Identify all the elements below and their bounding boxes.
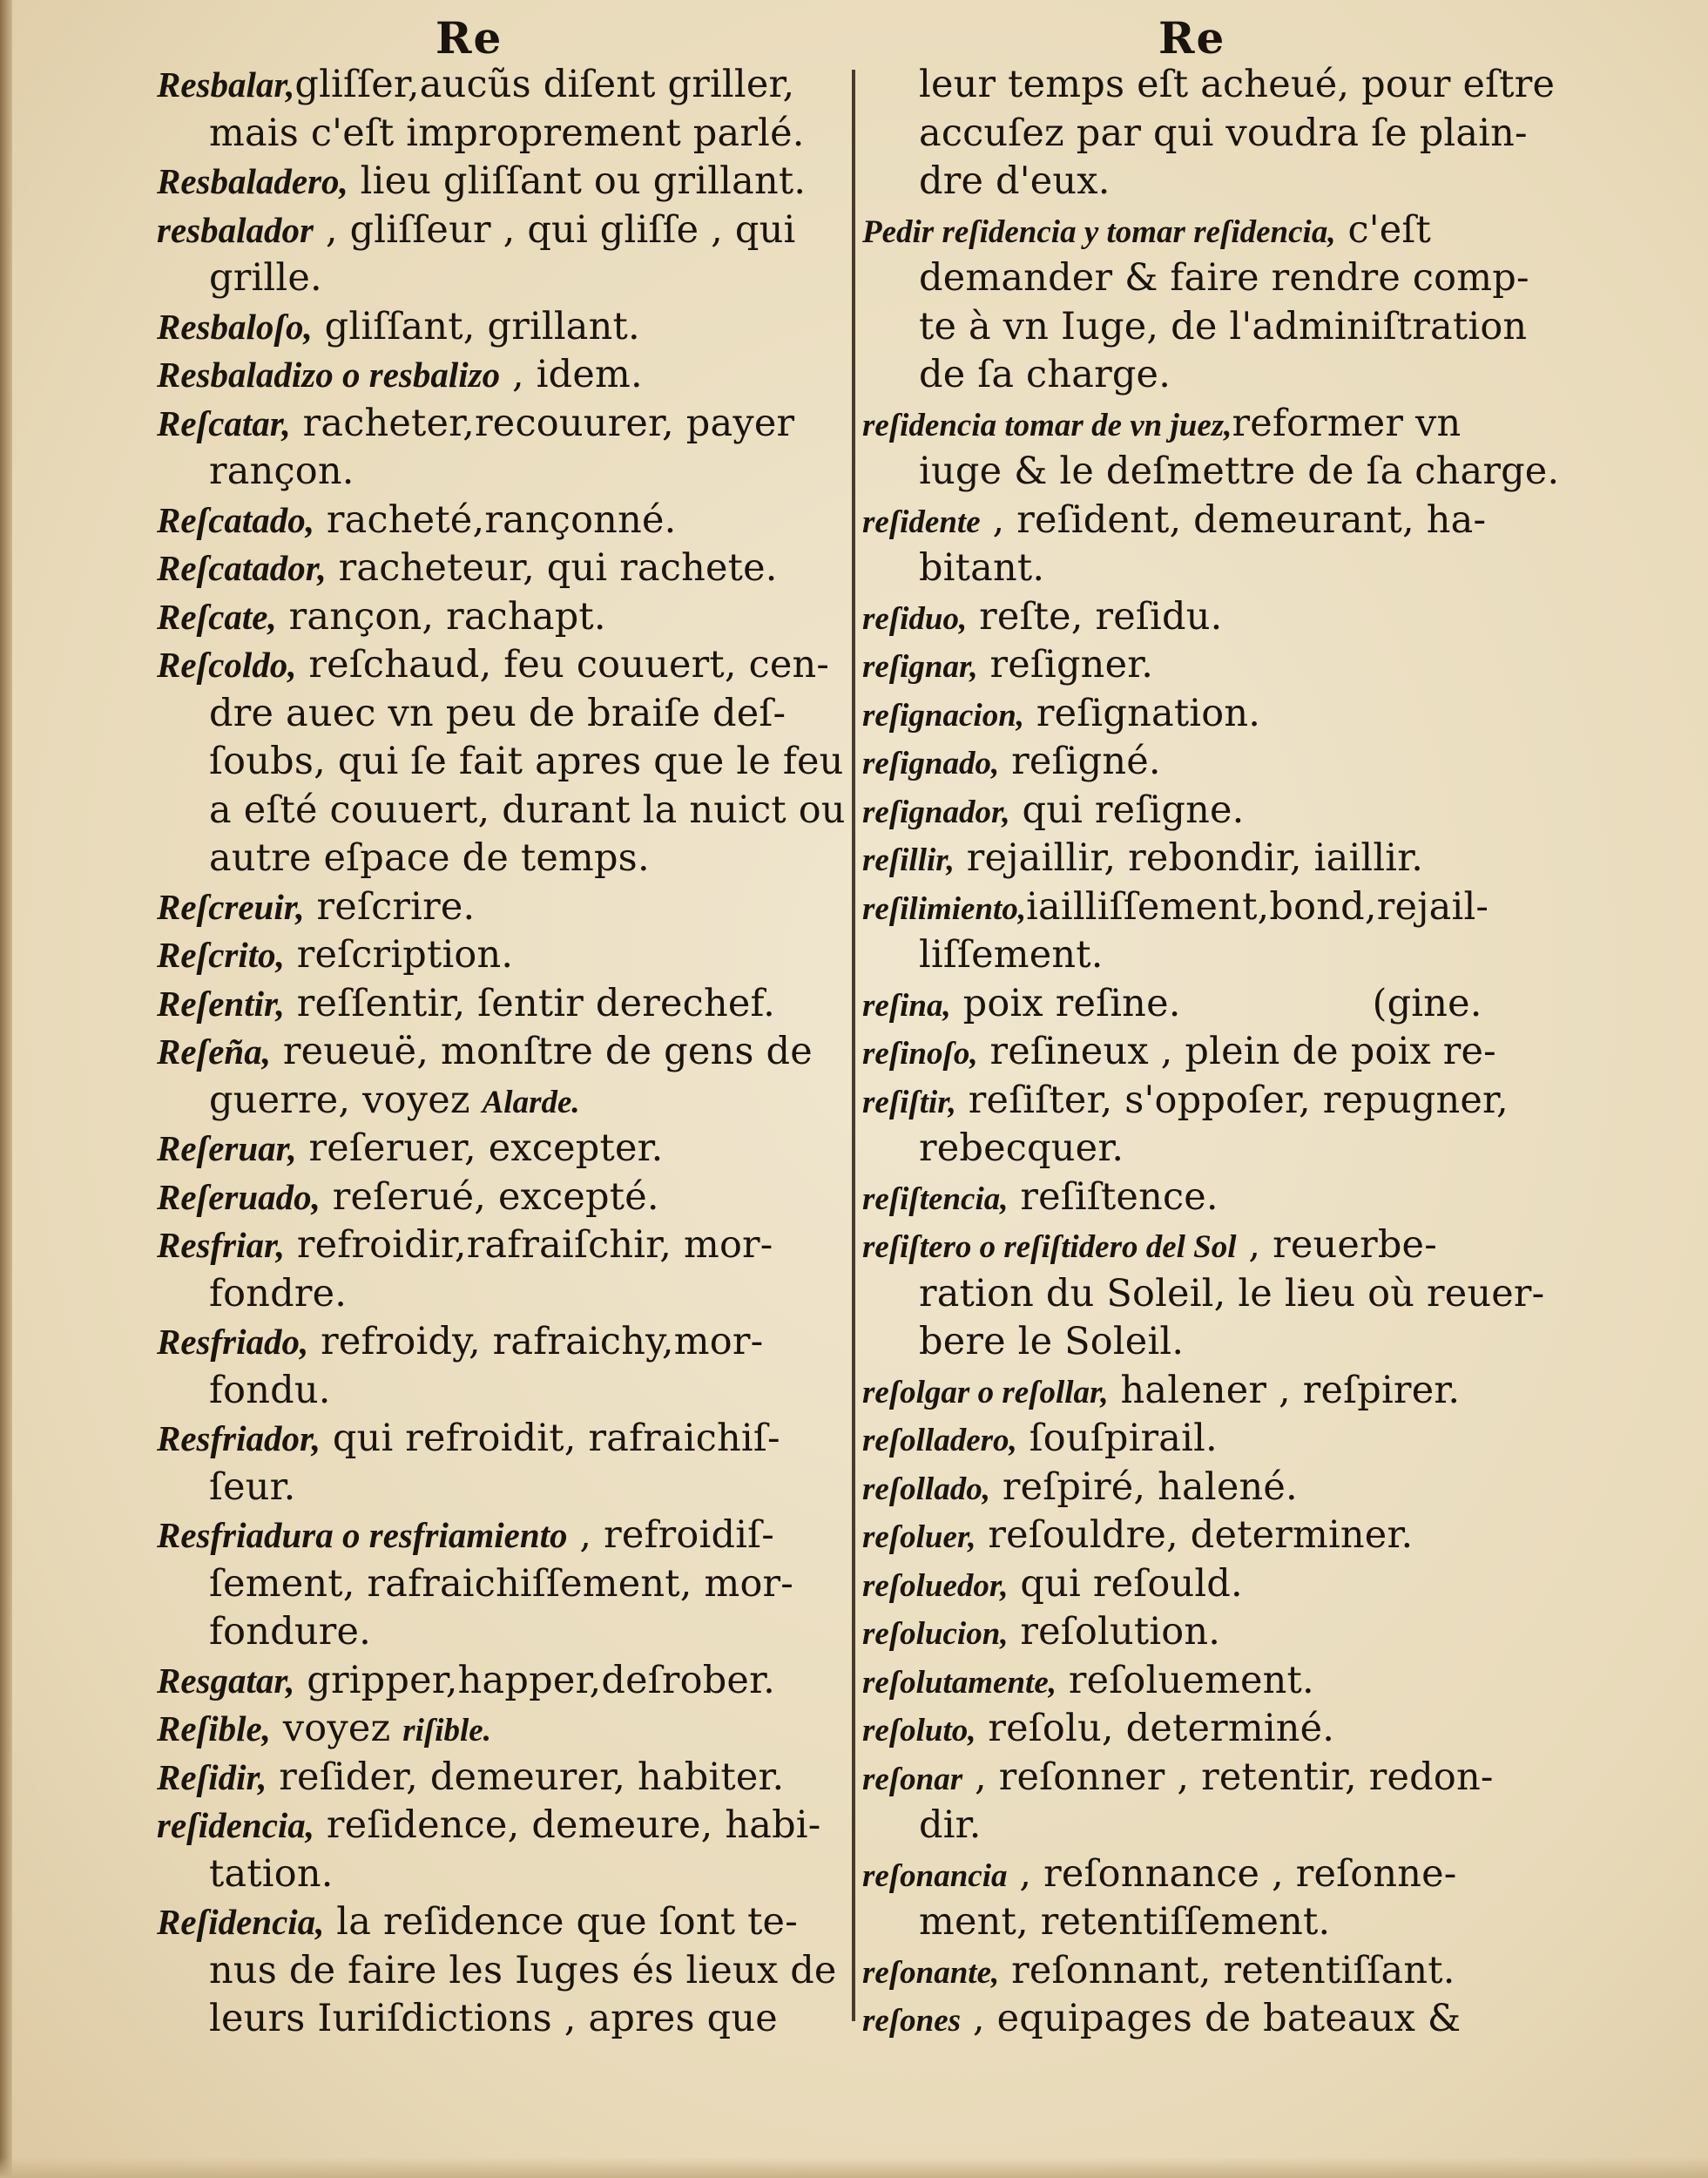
definition-text: ſoubs, qui ſe fait apres que le feu: [209, 740, 844, 783]
dictionary-entry-line: [157, 400, 941, 449]
headword: reſolucion,: [862, 1616, 1009, 1652]
continuation-line: [157, 690, 941, 739]
dictionary-entry-line: [157, 980, 941, 1029]
definition-text: nus de faire les Iuges és lieux de: [209, 1948, 837, 1992]
dictionary-entry-line: [157, 593, 941, 642]
headword: Pedir reſidencia y tomar reſidencia,: [862, 213, 1336, 250]
dictionary-entry-line: [862, 1464, 1559, 1512]
headword: reſonar: [862, 1761, 963, 1797]
definition-text: bere le Soleil.: [919, 1320, 1185, 1363]
definition-text: fondre.: [209, 1271, 348, 1316]
headword: Resfriadura o resfriamiento: [157, 1515, 568, 1555]
headword: Resgatar,: [157, 1660, 295, 1701]
dictionary-entry-line: [157, 1802, 941, 1850]
definition-text: ment, retentiſſement.: [919, 1900, 1331, 1944]
headword: Reſcrito,: [157, 935, 285, 975]
continuation-line: [862, 303, 1559, 352]
definition-text: reſiſtence.: [1008, 1174, 1219, 1219]
definition-text: ration du Soleil, le lieu où reuer-: [919, 1271, 1545, 1316]
turnover-fragment: (gine.: [1372, 981, 1482, 1025]
definition-text: reſiſter, s'oppoſer, repugner,: [955, 1078, 1509, 1122]
definition-text: reſignation.: [1024, 691, 1261, 735]
dictionary-entry-line: [862, 1512, 1559, 1560]
dictionary-entry-line: [862, 1608, 1559, 1657]
headword: reſonante,: [862, 1954, 1000, 1991]
definition-text: reſolution.: [1008, 1610, 1221, 1654]
dictionary-entry-line: [862, 1560, 1559, 1609]
dictionary-entry-line: [157, 206, 941, 255]
definition-text: reſouldre, determiner.: [976, 1513, 1414, 1557]
dictionary-entry-line: [157, 1221, 941, 1270]
dictionary-entry-line: [862, 1705, 1559, 1754]
dictionary-entry-line: [862, 1657, 1559, 1706]
continuation-line: [862, 61, 1559, 110]
headword: reſignar,: [862, 649, 978, 685]
dictionary-entry-line: [157, 1174, 941, 1222]
definition-text: , reſident, demeurant, ha-: [980, 497, 1487, 542]
definition-text: leurs Iuriſdictions , apres que: [209, 1997, 778, 2040]
definition-text: rebecquer.: [919, 1126, 1124, 1170]
dictionary-entry-line: [157, 883, 941, 932]
dictionary-entry-line: [862, 787, 1559, 835]
continuation-line: [862, 1270, 1559, 1319]
dictionary-entry-line: [862, 1367, 1559, 1416]
definition-text: racheteur, qui rachete.: [326, 546, 778, 590]
headword: Reſcoldo,: [157, 645, 297, 685]
definition-text: rançon.: [209, 450, 354, 493]
definition-text: reſcription.: [284, 933, 514, 977]
dictionary-entry-line: [862, 690, 1559, 739]
dictionary-entry-line: [862, 641, 1559, 690]
headword: resbalador: [157, 209, 314, 250]
continuation-line: [862, 544, 1559, 593]
definition-text: grille.: [209, 256, 322, 300]
definition-text: reſigner.: [977, 643, 1154, 687]
continuation-line: [862, 158, 1559, 206]
definition-text: iuge & le deſmettre de ſa charge.: [919, 450, 1559, 493]
definition-text: , idem.: [500, 353, 643, 396]
headword: reſignador,: [862, 794, 1010, 830]
definition-text: iailliſſement,bond,rejail-: [1026, 884, 1489, 929]
definition-text: ſeur.: [209, 1464, 296, 1509]
dictionary-entry-line: [862, 1028, 1559, 1077]
definition-text: dre d'eux.: [919, 159, 1111, 203]
dictionary-entry-line: [862, 980, 1559, 1029]
headword: reſiſtencia,: [862, 1180, 1009, 1217]
definition-text: ſement, rafraichiſſement, mor-: [209, 1561, 794, 1606]
continuation-line: [157, 254, 941, 303]
definition-text: halener , reſpirer.: [1108, 1368, 1461, 1412]
dictionary-entry-line: [862, 1850, 1559, 1899]
dictionary-entry-line: [157, 1415, 941, 1464]
headword: reſignado,: [862, 746, 1000, 781]
definition-text: rançon, rachapt.: [276, 594, 606, 639]
dictionary-entry-line: [157, 1028, 941, 1077]
headword: Reſeña,: [157, 1032, 271, 1072]
continuation-line: [157, 1367, 941, 1416]
headword: reſonancia: [862, 1857, 1008, 1894]
definition-text: refroidy, rafraichy,mor-: [308, 1320, 764, 1363]
headword: reſignacion,: [862, 697, 1025, 734]
definition-text: mais c'eſt improprement parlé.: [209, 111, 805, 155]
definition-text: reſpiré, halené.: [989, 1464, 1298, 1509]
headword: reſidencia,: [157, 1805, 315, 1845]
dictionary-entry-line: [862, 593, 1559, 642]
definition-text: reſſentir, ſentir derechef.: [284, 981, 775, 1025]
dictionary-entry-line: [157, 1898, 941, 1947]
definition-text: ſouſpirail.: [1016, 1417, 1218, 1460]
headword: Reſcreuir,: [157, 886, 305, 927]
headword: Reſcatado,: [157, 499, 315, 540]
continuation-line: [157, 1270, 941, 1319]
definition-text: racheter,recouurer, payer: [290, 401, 795, 445]
definition-text: autre eſpace de temps.: [209, 836, 650, 880]
running-head-left: Re: [435, 12, 503, 64]
definition-text: accuſez par qui voudra ſe plain-: [919, 111, 1528, 155]
definition-text: guerre, voyez: [209, 1078, 483, 1122]
dictionary-entry-line: [157, 497, 941, 545]
definition-text: , reuerbe-: [1236, 1223, 1437, 1267]
headword: Resbaladero,: [157, 161, 348, 201]
definition-text: reſeruer, excepter.: [296, 1126, 664, 1170]
definition-text: lieu gliſſant ou grillant.: [348, 159, 807, 203]
headword: reſones: [862, 2003, 962, 2039]
definition-text: qui refroidit, rafraichiſ-: [320, 1417, 780, 1460]
definition-text: reſte, reſidu.: [967, 594, 1223, 639]
headword: reſidencia tomar de vn juez,: [862, 407, 1232, 443]
headword: Reſentir,: [157, 983, 285, 1024]
headword: Resfriado,: [157, 1322, 309, 1362]
dictionary-entry-line: [862, 1947, 1559, 1996]
definition-text: , gliſſeur , qui gliſſe , qui: [313, 207, 796, 252]
definition-text: reſcrire.: [304, 884, 476, 929]
dictionary-entry-line: [862, 1415, 1559, 1464]
definition-text: voyez: [270, 1707, 403, 1750]
continuation-line: [157, 787, 941, 835]
headword: Reſcate,: [157, 596, 277, 637]
headword: reſolutamente,: [862, 1664, 1057, 1701]
headword: reſiduo,: [862, 600, 968, 637]
dictionary-entry-line: [862, 883, 1559, 932]
headword: reſoluedor,: [862, 1567, 1009, 1604]
dictionary-entry-line: [157, 61, 941, 110]
continuation-line: [862, 1802, 1559, 1850]
definition-text: reſigné.: [999, 740, 1161, 783]
definition-text: fondure.: [209, 1610, 371, 1654]
continuation-line: [862, 1125, 1559, 1174]
right-column: [862, 61, 1559, 2044]
definition-text: reſolu, determiné.: [976, 1707, 1335, 1750]
headword: reſillir,: [862, 842, 955, 878]
continuation-line: [157, 1464, 941, 1512]
definition-text: reſineux , plein de poix re-: [977, 1030, 1496, 1073]
continuation-line: [157, 1947, 941, 1996]
headword: reſiſtero o reſiſtidero del Sol: [862, 1229, 1237, 1265]
dictionary-entry-line: [157, 1125, 941, 1174]
continuation-line: [157, 1608, 941, 1657]
continuation-line: [157, 738, 941, 787]
definition-text: reſonnant, retentiſſant.: [999, 1948, 1455, 1992]
dictionary-entry-line: [157, 544, 941, 593]
definition-text: bitant.: [919, 546, 1045, 590]
continuation-line: [157, 835, 941, 883]
definition-text: gripper,happer,deſrober.: [294, 1658, 775, 1702]
definition-text: fondu.: [209, 1368, 331, 1412]
running-head-right: Re: [1158, 12, 1226, 64]
headword: reſollado,: [862, 1471, 990, 1507]
definition-text: te à vn Iuge, de l'adminiſtration: [919, 304, 1528, 348]
headword: Resbaladizo o resbalizo: [157, 355, 501, 395]
dictionary-entry-line: [862, 1221, 1559, 1270]
dictionary-entry-line: [157, 1705, 941, 1754]
headword: reſidente: [862, 504, 981, 540]
definition-text: c'eſt: [1335, 207, 1432, 252]
dictionary-entry-line: [157, 1512, 941, 1560]
headword: Resfriar,: [157, 1225, 285, 1265]
dictionary-entry-line: [157, 1318, 941, 1367]
headword: Reſcatar,: [157, 402, 291, 443]
definition-text: leur temps eſt acheué, pour eſtre: [919, 63, 1556, 106]
definition-text: demander & faire rendre comp-: [919, 256, 1529, 300]
headword: Reſidencia,: [157, 1902, 325, 1942]
headword: reſolgar o reſollar,: [862, 1374, 1109, 1410]
headword: Reſible,: [157, 1708, 271, 1748]
headword: reſiſtir,: [862, 1084, 956, 1120]
headword: Reſidir,: [157, 1756, 267, 1797]
continuation-line: [157, 1995, 941, 2044]
definition-text: gliſſant, grillant.: [312, 304, 640, 348]
definition-text: rejaillir, rebondir, iaillir.: [954, 836, 1424, 880]
headword: reſoluto,: [862, 1713, 976, 1748]
continuation-line: [862, 448, 1559, 497]
page-binding-edge: [0, 0, 12, 2178]
headword: Resbaloſo,: [157, 306, 313, 347]
dictionary-entry-line: [862, 1174, 1559, 1222]
definition-text: tation.: [209, 1851, 334, 1896]
cross-reference: Alarde.: [482, 1084, 580, 1120]
definition-text: reſerué, excepté.: [320, 1174, 659, 1219]
headword: Reſeruado,: [157, 1176, 321, 1217]
headword: reſolladero,: [862, 1423, 1017, 1458]
definition-text: reſidence, demeure, habi-: [314, 1803, 821, 1847]
dictionary-entry-line: [157, 303, 941, 352]
definition-text: poix reſine.: [950, 981, 1181, 1025]
dictionary-entry-line: [862, 738, 1559, 787]
dictionary-entry-line: [862, 835, 1559, 883]
definition-text: gliſſer,aucũs diſent griller,: [294, 63, 795, 106]
dictionary-entry-line: [862, 400, 1559, 449]
page-bottom-edge: [0, 2157, 1708, 2178]
continuation-line: [862, 931, 1559, 980]
definition-text: la reſidence que ſont te-: [324, 1900, 798, 1944]
headword: Resbalar,: [157, 64, 295, 105]
headword: reſina,: [862, 987, 951, 1024]
definition-text: , equipages de bateaux &: [961, 1997, 1462, 2040]
dictionary-entry-line: [157, 158, 941, 206]
definition-text: reſoluement.: [1057, 1658, 1314, 1702]
continuation-line: [157, 448, 941, 497]
continuation-line: [862, 1898, 1559, 1947]
headword: reſoluer,: [862, 1519, 976, 1555]
headword: Reſcatador,: [157, 548, 327, 588]
continuation-line: [157, 1077, 941, 1126]
dictionary-entry-line: [862, 206, 1559, 255]
definition-text: refroidir,rafraiſchir, mor-: [284, 1223, 773, 1267]
definition-text: qui reſould.: [1008, 1561, 1243, 1606]
definition-text: reſchaud, feu couuert, cen-: [296, 643, 830, 687]
headword: Resfriador,: [157, 1418, 321, 1458]
definition-text: , reſonnance , reſonne-: [1007, 1851, 1457, 1896]
headword: Reſeruar,: [157, 1128, 297, 1168]
left-column: [157, 61, 941, 2044]
dictionary-entry-line: [862, 1077, 1559, 1126]
continuation-line: [862, 254, 1559, 303]
dictionary-entry-line: [862, 1754, 1559, 1803]
definition-text: reſider, demeurer, habiter.: [267, 1755, 785, 1799]
continuation-line: [157, 1850, 941, 1899]
dictionary-entry-line: [862, 1995, 1559, 2044]
definition-text: de ſa charge.: [919, 353, 1171, 396]
continuation-line: [157, 110, 941, 159]
continuation-line: [157, 1560, 941, 1609]
dictionary-entry-line: [157, 1754, 941, 1803]
continuation-line: [862, 110, 1559, 159]
dictionary-entry-line: [157, 351, 941, 400]
continuation-line: [862, 1318, 1559, 1367]
definition-text: dir.: [919, 1803, 982, 1847]
definition-text: reformer vn: [1232, 401, 1462, 445]
definition-text: qui reſigne.: [1009, 788, 1245, 832]
definition-text: reueuë, monſtre de gens de: [270, 1030, 813, 1073]
dictionary-entry-line: [862, 497, 1559, 545]
dictionary-entry-line: [157, 1657, 941, 1706]
definition-text: racheté,rançonné.: [314, 497, 677, 542]
definition-text: a eſté couuert, durant la nuict ou: [209, 788, 846, 832]
dictionary-entry-line: [157, 931, 941, 980]
definition-text: dre auec vn peu de braiſe deſ-: [209, 691, 786, 735]
definition-text: , refroidiſ-: [567, 1513, 774, 1557]
definition-text: liſſement.: [919, 933, 1104, 977]
headword: reſinoſo,: [862, 1036, 978, 1072]
definition-text: , reſonner , retentir, redon-: [962, 1755, 1494, 1799]
continuation-line: [862, 351, 1559, 400]
cross-reference: riſible.: [402, 1713, 491, 1748]
headword: reſilimiento,: [862, 890, 1027, 927]
dictionary-entry-line: [157, 641, 941, 690]
